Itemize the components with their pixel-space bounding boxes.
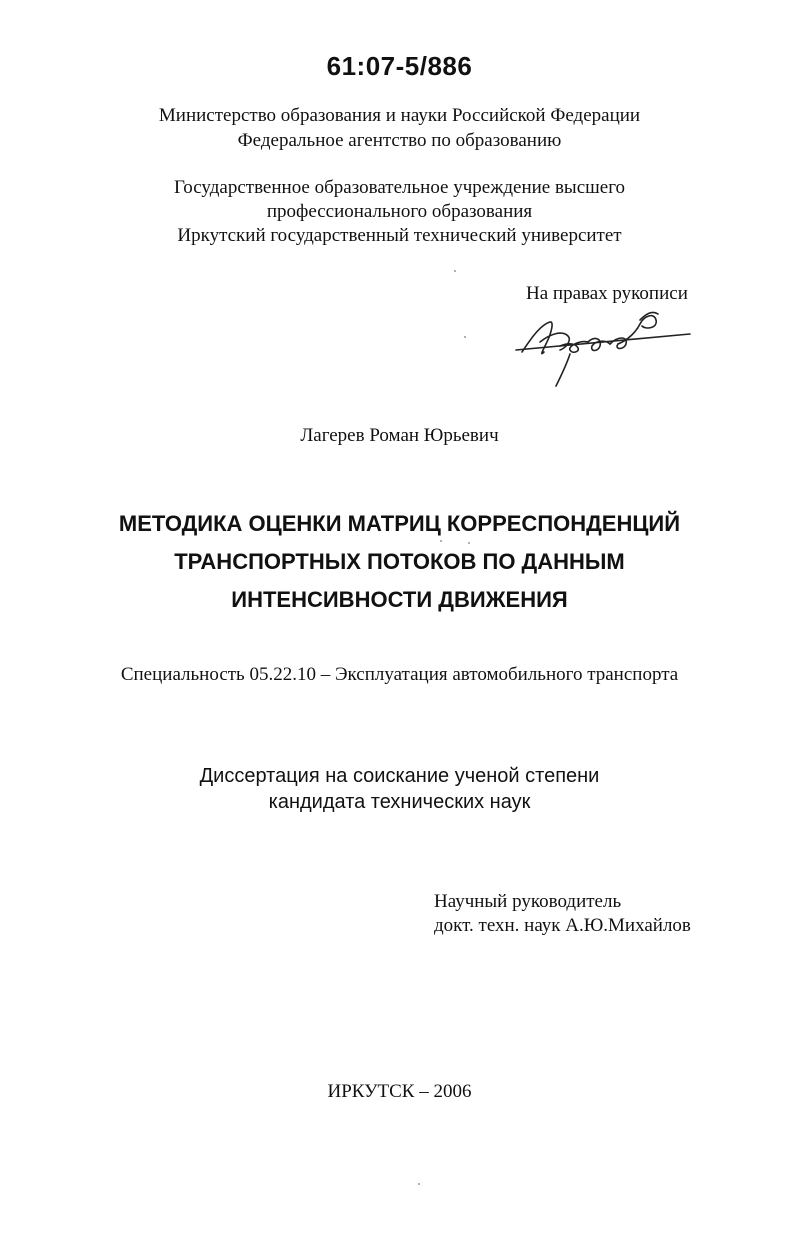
dissertation-title-line-1: МЕТОДИКА ОЦЕНКИ МАТРИЦ КОРРЕСПОНДЕНЦИЙ	[118, 511, 681, 536]
city-year: ИРКУТСК – 2006	[327, 1081, 472, 1102]
archive-code: 61:07-5/886	[326, 51, 473, 81]
scan-speck	[418, 1183, 420, 1185]
scan-speck	[454, 270, 456, 272]
institution-line-2: профессионального образования	[266, 201, 533, 222]
scan-speck	[440, 540, 442, 542]
institution-line-1: Государственное образовательное учреждение высшего	[173, 177, 626, 198]
degree-line-1: Диссертация на соискание ученой степени	[199, 765, 600, 787]
dissertation-title-line-2: ТРАНСПОРТНЫХ ПОТОКОВ ПО ДАННЫМ	[174, 549, 625, 574]
ministry-line: Министерство образования и науки Российской Федерации	[158, 105, 641, 126]
specialty-line: Специальность 05.22.10 – Эксплуатация автомобильного транспорта	[120, 664, 679, 685]
supervisor-name: докт. техн. наук А.Ю.Михайлов	[434, 915, 691, 936]
scan-speck	[468, 542, 470, 544]
author-name: Лагерев Роман Юрьевич	[300, 425, 499, 446]
degree-line-2: кандидата технических наук	[268, 791, 531, 813]
agency-line: Федеральное агентство по образованию	[237, 130, 562, 151]
manuscript-rights-label: На правах рукописи	[526, 283, 688, 304]
university-line: Иркутский государственный технический университет	[177, 225, 622, 246]
signature-icon	[510, 300, 700, 390]
scan-speck	[464, 336, 466, 338]
dissertation-title-line-3: ИНТЕНСИВНОСТИ ДВИЖЕНИЯ	[231, 587, 568, 612]
supervisor-label: Научный руководитель	[434, 891, 622, 912]
